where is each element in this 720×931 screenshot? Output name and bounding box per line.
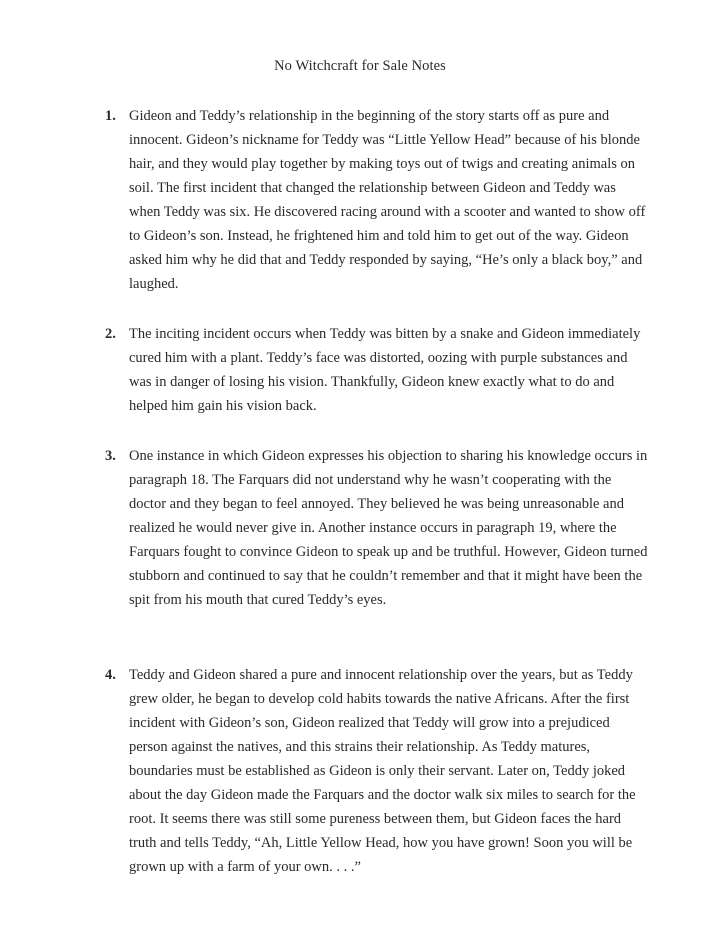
list-item [105,444,648,612]
item-paragraph [129,104,646,296]
paragraph-line: cured him with a plant. Teddy’s face was distorted, oozing with purple substances and [129,350,628,366]
item-paragraph [129,322,641,418]
paragraph-line: to Gideon’s son. Instead, he frightened him and told him to get out of the way. Gideon [129,228,629,244]
list-item [105,322,641,418]
paragraph-line: Farquars fought to convince Gideon to speak up and be truthful. However, Gideon turned [129,544,648,560]
paragraph-line: grown up with a farm of your own. . . .” [129,859,361,875]
paragraph-line: about the day Gideon made the Farquars and the doctor walk six miles to search for the [129,787,636,803]
paragraph-line: incident with Gideon’s son, Gideon realized that Teddy will grow into a prejudiced [129,715,610,731]
paragraph-line: doctor and they began to feel annoyed. They believed he was being unreasonable and [129,496,624,512]
paragraph-line: Gideon and Teddy’s relationship in the beginning of the story starts off as pure and [129,108,610,124]
item-number: 1. [105,108,116,124]
paragraph-line: One instance in which Gideon expresses his objection to sharing his knowledge occurs in [129,448,648,464]
paragraph-line: person against the natives, and this strains their relationship. As Teddy matures, [129,739,591,755]
paragraph-line: The inciting incident occurs when Teddy was bitten by a snake and Gideon immediately [129,326,641,342]
paragraph-line: grew older, he began to develop cold habits towards the native Africans. After the first [129,691,630,707]
paragraph-line: root. It seems there was still some pureness between them, but Gideon faces the hard [129,811,622,827]
paragraph-line: paragraph 18. The Farquars did not understand why he wasn’t cooperating with the [129,472,612,488]
paragraph-line: was in danger of losing his vision. Thankfully, Gideon knew exactly what to do and [129,374,615,390]
paragraph-line: when Teddy was six. He discovered racing around with a scooter and wanted to show off [129,204,646,220]
list-item [105,663,635,879]
paragraph-line: laughed. [129,276,179,292]
item-number: 2. [105,326,116,342]
paragraph-line: soil. The first incident that changed the relationship between Gideon and Teddy was [129,180,616,196]
paragraph-line: truth and tells Teddy, “Ah, Little Yellow Head, how you have grown! Soon you will be [129,835,633,851]
paragraph-line: asked him why he did that and Teddy responded by saying, “He’s only a black boy,” and [129,252,643,268]
paragraph-line: realized he would never give in. Another instance occurs in paragraph 19, where the [129,520,617,536]
item-paragraph [129,663,635,879]
item-number: 3. [105,448,116,464]
item-paragraph [129,444,648,612]
paragraph-line: helped him gain his vision back. [129,398,317,414]
list-item [105,104,646,296]
paragraph-line: boundaries must be established as Gideon is only their servant. Later on, Teddy joked [129,763,626,779]
paragraph-line: spit from his mouth that cured Teddy’s eyes. [129,592,387,608]
paragraph-line: stubborn and continued to say that he couldn’t remember and that it might have been the [129,568,643,584]
item-number: 4. [105,667,116,683]
paragraph-line: innocent. Gideon’s nickname for Teddy was “Little Yellow Head” because of his blonde [129,132,640,148]
document-title: No Witchcraft for Sale Notes [274,58,446,74]
paragraph-line: Teddy and Gideon shared a pure and innocent relationship over the years, but as Teddy [129,667,633,683]
paragraph-line: hair, and they would play together by making toys out of twigs and creating animals on [129,156,636,172]
